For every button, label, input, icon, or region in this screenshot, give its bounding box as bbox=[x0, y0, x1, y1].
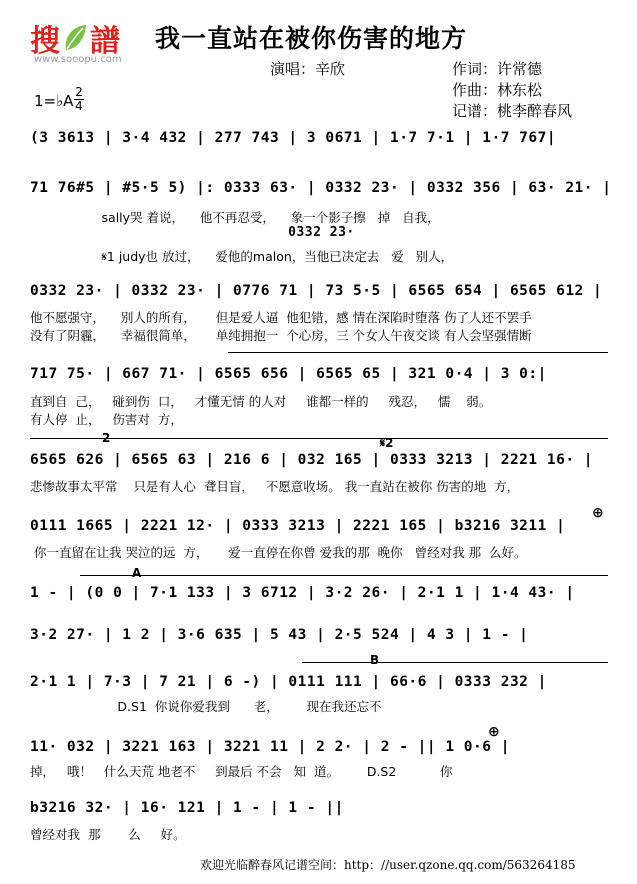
logo-text-right: 譜 bbox=[90, 24, 120, 59]
lyric-row-2-verse1: sally哭 着说， 他不再忍受， 象一个影子擦 掉 自我， bbox=[30, 210, 440, 225]
score-row-3: 0332 23· | 0332 23· | 0776 71 | 73 5·5 | 6565 654 | 6565 612 | bbox=[30, 283, 603, 299]
song-title: 我一直站在被你伤害的地方 bbox=[155, 24, 468, 53]
coda-mark-2: ⊕ bbox=[488, 724, 500, 740]
score-row-6: 0111 1665 | 2221 12· | 0333 3213 | 2221 165 | b3216 3211 | bbox=[30, 518, 566, 534]
score-row-4: 717 75· | 667 71· | 6565 656 | 6565 65 | 321 0·4 | 3 0:| bbox=[30, 366, 547, 382]
score-row-7: 1 - | (0 0 | 7·1 133 | 3 6712 | 3·2 26· | 2·1 1 | 1·4 43· | bbox=[30, 585, 575, 601]
score-row-11: b3216 32· | 16· 121 | 1 - | 1 - || bbox=[30, 800, 344, 816]
score-row-9: 2·1 1 | 7·3 | 7 21 | 6 -) | 0111 111 | 66·6 | 0333 232 | bbox=[30, 674, 547, 690]
lyric-row-3-verse2: 没有了阴霾， 幸福很简单， 单纯拥抱一 个心房，三 个女人午夜交谈 有人会坚强情断 bbox=[30, 328, 532, 343]
volta-1-line bbox=[228, 352, 608, 353]
section-b-label: B bbox=[370, 653, 380, 667]
time-sig-bottom: 4 bbox=[75, 99, 83, 113]
score-row-5: 6565 626 | 6565 63 | 216 6 | 032 165 | 0333 3213 | 2221 16· | bbox=[30, 452, 594, 468]
transcriber: 记谱：桃李醉春风 bbox=[452, 102, 573, 120]
time-sig-top: 2 bbox=[75, 85, 83, 99]
lyric-row-9: D.S1 你说你爱我到 老， 现在我还忘不 bbox=[30, 699, 382, 714]
singer: 演唱：辛欣 bbox=[270, 60, 346, 78]
lyric-row-4-verse2: 有人停 止， 伤害对 方， bbox=[30, 412, 183, 427]
logo-url: www.sooopu.com bbox=[34, 54, 122, 65]
coda-mark-1: ⊕ bbox=[592, 505, 604, 521]
lyric-row-2-verse2: 𝄋1 judy也 放过， 爱他的malon，当他已决定去 爱 别人， bbox=[30, 249, 454, 264]
leaf-icon bbox=[62, 23, 88, 53]
score-row-2: 71 76#5 | #5·5 5) |: 0333 63· | 0332 23· | 0332 356 | 63· 21· | bbox=[30, 180, 612, 196]
logo-text-left: 搜 bbox=[30, 24, 60, 59]
section-a-line bbox=[80, 575, 608, 576]
time-signature bbox=[74, 86, 84, 113]
volta-2-number: 2 bbox=[102, 431, 111, 445]
lyric-row-5: 悲惨故事太平常 只是有人心 聋目盲， 不愿意收场。 我一直站在被你 伤害的地 方， bbox=[30, 479, 520, 494]
score-row-8: 3·2 27· | 1 2 | 3·6 635 | 5 43 | 2·5 524 | 4 3 | 1 - | bbox=[30, 627, 529, 643]
section-a-label: A bbox=[132, 566, 142, 580]
lyric-row-10: 掉， 哦！ 什么天荒 地老不 到最后 不会 知 道。 D.S2 你 bbox=[30, 764, 453, 779]
segno-2-mark: 𝄋2 bbox=[380, 436, 394, 450]
score-row-2-alt: 0332 23· bbox=[30, 225, 355, 240]
score-row-1: (3 3613 | 3·4 432 | 277 743 | 3 0671 | 1·7 7·1 | 1·7 767| bbox=[30, 130, 557, 146]
section-b-line bbox=[302, 662, 608, 663]
key-signature: 1=♭A bbox=[34, 92, 74, 110]
footer-credit: 欢迎光临醉春风记谱空间：http：//user.qzone.qq.com/563264185 bbox=[200, 858, 576, 872]
lyric-row-4-verse1: 直到自 己， 碰到伤 口， 才懂无情 的人对 谁都一样的 残忍， 懦 弱。 bbox=[30, 394, 492, 409]
composer: 作曲：林东松 bbox=[452, 81, 543, 99]
lyric-row-6: 你一直留在让我 哭泣的远 方， 爱一直停在你曾 爱我的那 晚你 曾经对我 那 么好。 bbox=[30, 545, 527, 560]
lyric-row-11: 曾经对我 那 么 好。 bbox=[30, 827, 186, 842]
lyricist: 作词：许常德 bbox=[452, 60, 543, 78]
volta-2-line bbox=[30, 438, 608, 439]
lyric-row-3-verse1: 他不愿强守， 别人的所有， 但是爱人逼 他犯错，感 情在深陷时堕落 伤了人还不罢手 bbox=[30, 310, 532, 325]
score-row-10: 11· 032 | 3221 163 | 3221 11 | 2 2· | 2 - || 1 0·6 | bbox=[30, 739, 510, 755]
